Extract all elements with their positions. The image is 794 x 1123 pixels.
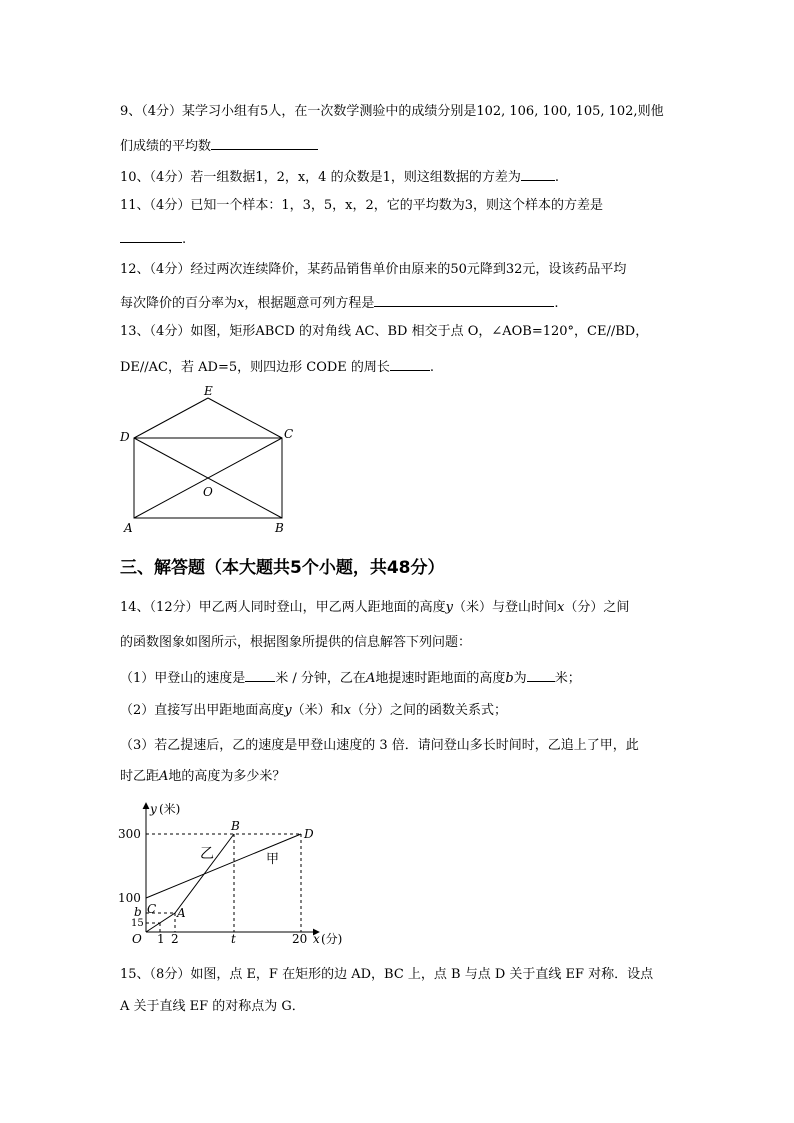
q14-p1-text-e: 米；: [554, 671, 581, 686]
q9-text: 们成绩的平均数: [120, 139, 212, 154]
answer-blank: [245, 667, 275, 682]
q14-part1: [120, 667, 581, 688]
q14-p4-text-b: 地的高度为多少米？: [168, 769, 286, 784]
answer-blank: [390, 356, 430, 371]
y-tick-15: 15: [131, 918, 144, 929]
q12-variable: x: [237, 296, 245, 311]
q11-line2: [120, 228, 186, 249]
q14-text-c: （分）之间: [564, 600, 630, 615]
q14-p1-text-a: （1）甲登山的速度是: [120, 671, 246, 686]
x-tick-20: 20: [292, 932, 308, 946]
q12-text-a: 每次降价的百分率为: [120, 296, 238, 311]
var-a: A: [365, 671, 376, 686]
q14-line2: 的函数图象如图所示，根据图象所提供的信息解答下列问题：: [120, 635, 472, 650]
q14-p2-text-c: （分）之间的函数关系式；: [351, 703, 508, 718]
point-label-o: O: [203, 485, 213, 499]
q14-p1-text-c: 地提速时距地面的高度: [375, 671, 506, 686]
y-tick-b: b: [134, 905, 142, 919]
q14-part2: [120, 702, 507, 720]
q14-text-a: 14、（12分）甲乙两人同时登山，甲乙两人距地面的高度: [120, 600, 446, 615]
point-label-e: E: [204, 384, 213, 398]
y-axis-var: y: [150, 802, 157, 816]
q14-text-b: （米）与登山时间: [452, 600, 557, 615]
line-label-yi: 乙: [200, 846, 214, 862]
point-label-b: B: [231, 819, 240, 833]
q10-line: [120, 166, 559, 187]
q10-text: 10、（4分）若一组数据1，2，x，4 的众数是1，则这组数据的方差为: [120, 170, 521, 185]
q14-p1-text-d: 为: [513, 671, 527, 686]
q14-part3: （3）若乙提速后，乙的速度是甲登山速度的 3 倍．请问登山多长时间时，乙追上了甲，此: [120, 738, 639, 753]
q14-p1-text-b: 米 / 分钟，乙在: [275, 671, 366, 686]
point-label-d: D: [120, 430, 130, 444]
q9-line2: [120, 135, 318, 156]
segment-de: [134, 398, 208, 438]
rectangle-figure: [112, 380, 312, 540]
q14-part3-cont: [120, 768, 285, 786]
height-time-graph: [112, 798, 352, 950]
var-x: x: [343, 703, 351, 718]
point-label-a: A: [177, 906, 186, 920]
y-tick-100: 100: [118, 891, 141, 905]
x-tick-t: t: [231, 932, 236, 946]
q12-text-b: ，根据题意可列方程是: [244, 296, 375, 311]
section-heading: 三、解答题（本大题共5个小题，共48分）: [120, 558, 445, 578]
q13-text: DE//AC，若 AD=5，则四边形 CODE 的周长: [120, 360, 390, 375]
answer-blank: [527, 667, 555, 682]
q14-p2-text-b: （米）和: [291, 703, 344, 718]
origin-label: O: [132, 932, 142, 946]
answer-blank: [521, 166, 555, 181]
y-tick-300: 300: [118, 827, 141, 841]
q12-line2: [120, 292, 559, 313]
var-y: y: [284, 703, 292, 718]
q9-line1: 9、（4分）某学习小组有5人，在一次数学测验中的成绩分别是102, 106, 100, 105, 102,则他: [120, 104, 664, 119]
q15-line2: A 关于直线 EF 的对称点为 G．: [120, 999, 305, 1014]
q15-line1: 15、（8分）如图，点 E，F 在矩形的边 AD，BC 上，点 B 与点 D 关于直线 EF 对称．设点: [120, 967, 654, 982]
q14-line1: [120, 599, 629, 617]
x-axis-var: x: [313, 932, 320, 946]
q11-line1: 11、（4分）已知一个样本：1，3，5，x，2，它的平均数为3，则这个样本的方差是: [120, 198, 603, 213]
var-a: A: [159, 769, 169, 784]
q13-line2: [120, 356, 434, 377]
point-label-c: C: [147, 902, 157, 916]
q13-line1: 13、（4分）如图，矩形ABCD 的对角线 AC、BD 相交于点 O，∠AOB=120°，CE//BD，: [120, 324, 649, 339]
y-axis-unit: (米): [159, 802, 181, 816]
var-y: y: [445, 600, 453, 615]
var-x: x: [556, 600, 565, 615]
point-label-a: A: [124, 521, 133, 535]
q11-end: .: [182, 232, 187, 247]
x-tick-2: 2: [171, 932, 179, 946]
point-label-b: B: [275, 521, 284, 535]
x-axis-unit: (分): [321, 932, 343, 946]
answer-blank: [374, 292, 554, 307]
q12-end: .: [554, 296, 559, 311]
line-label-jia: 甲: [266, 852, 280, 867]
q10-end: .: [554, 170, 560, 185]
line-yi: [146, 834, 234, 932]
x-tick-1: 1: [157, 932, 165, 946]
var-b: b: [505, 671, 514, 686]
q12-line1: 12、（4分）经过两次连续降价，某药品销售单价由原来的50元降到32元，设该药品平均: [120, 262, 627, 277]
q13-end: .: [429, 360, 435, 375]
answer-blank: [120, 228, 182, 243]
q14-p4-text-a: 时乙距: [120, 769, 160, 784]
point-label-d: D: [304, 827, 314, 841]
point-label-c: C: [284, 427, 294, 441]
answer-blank: [211, 135, 318, 150]
q14-p2-text-a: （2）直接写出甲距地面高度: [120, 703, 285, 718]
segment-ce: [208, 398, 282, 438]
